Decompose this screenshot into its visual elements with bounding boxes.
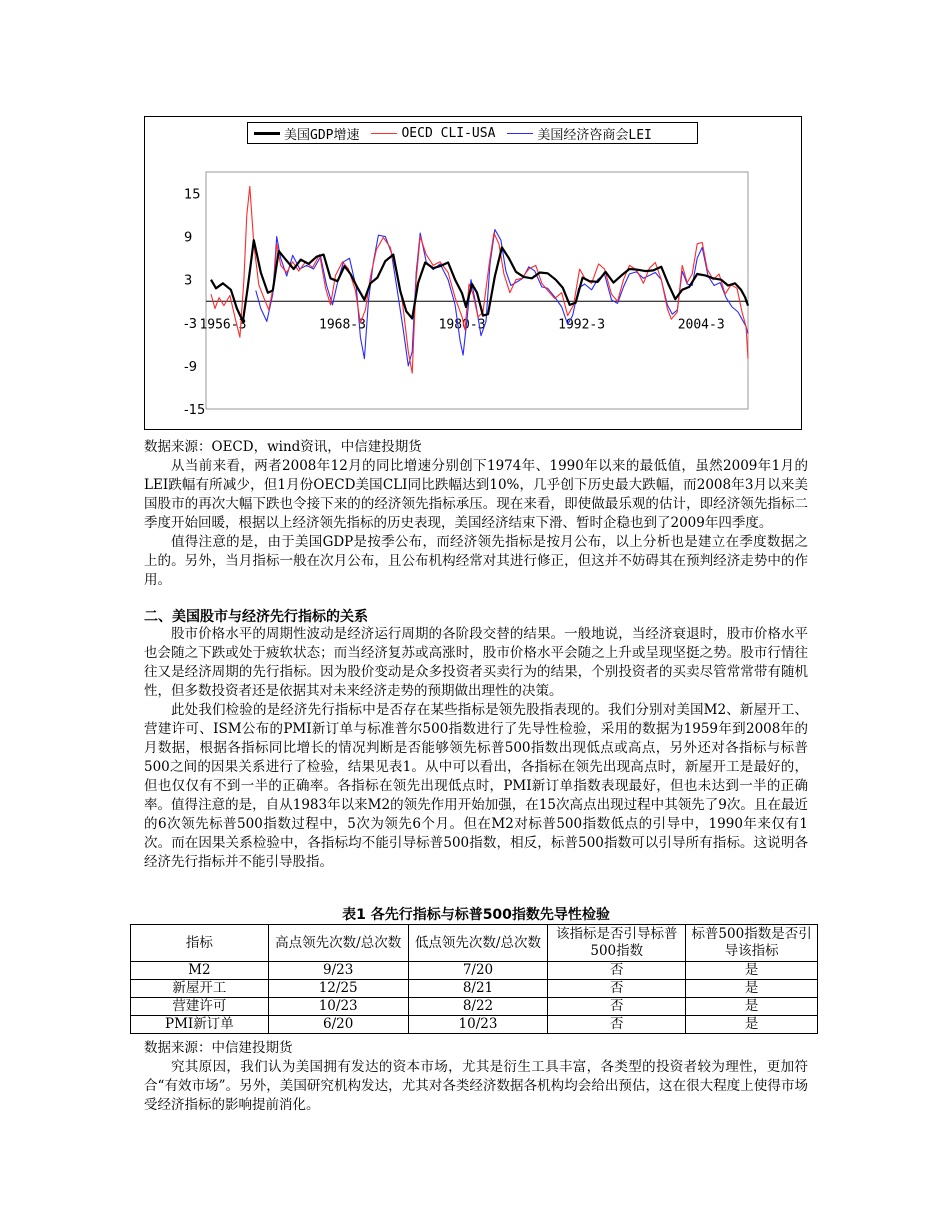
section-heading: 二、美国股市与经济先行指标的关系	[144, 609, 368, 625]
table-header-row	[131, 925, 818, 962]
y-tick-label: -9	[184, 359, 197, 375]
table-cell: M2	[131, 962, 269, 980]
y-tick-label: -15	[184, 403, 206, 418]
table-cell: 12/25	[268, 980, 408, 998]
paragraph-1: 从当前来看，两者2008年12月的同比增速分别创下1974年、1990年以来的最低值，虽然2009年1月的LEI跌幅有所减少，但1月份OECD美国CLI同比跌幅达到10%，几乎创下历史最大跌幅，而2008年3月以来美国股市的再次大幅下跌也令接下来的的经济领先指标承压。现在来看，即使做最乐观的估计，即经济领先指标二季度开始回暖，根据以上经济领先指标的历史表现，美国经济结束下滑、暂时企稳也到了2009年四季度。	[144, 458, 808, 531]
table-cell: PMI新订单	[131, 1016, 269, 1034]
table-cell: 10/23	[408, 1016, 548, 1034]
table-header-cell: 标普500指数是否引导该指标	[686, 925, 818, 962]
table-cell: 否	[548, 998, 686, 1016]
table-row	[131, 980, 818, 998]
line-chart	[144, 116, 802, 430]
body-paragraphs-2	[144, 625, 808, 872]
y-tick-label: 15	[184, 187, 201, 203]
table-cell: 6/20	[268, 1016, 408, 1034]
paragraph-2: 值得注意的是，由于美国GDP是按季公布，而经济领先指标是按月公布，以上分析也是建立在季度数据之上的。另外，当月指标一般在次月公布，且公布机构经常对其进行修正，但这并不妨碍其在预判经济走势中的作用。	[144, 534, 808, 588]
table-cell: 否	[548, 1016, 686, 1034]
x-tick-label: 1968-3	[319, 317, 366, 333]
legend-item-lei	[507, 124, 651, 143]
table-header-cell: 指标	[131, 925, 269, 962]
x-tick-label: 1992-3	[558, 317, 606, 333]
table-header-cell: 低点领先次数/总次数	[408, 925, 548, 962]
y-tick-label: -3	[184, 316, 197, 332]
table-header-cell: 该指标是否引导标普500指数	[548, 925, 686, 962]
legend-label-lei: 美国经济咨商会LEI	[537, 127, 652, 143]
paragraph-4: 此处我们检验的是经济先行指标中是否存在某些指标是领先股指表现的。我们分别对美国M2、新屋开工、营建许可、ISM公布的PMI新订单与标准普尔500指数进行了先导性检验，采用的数据为1959年到2008年的月数据，根据各指标同比增长的情况判断是否能够领先标普500指数出现低点或高点，另外还对各指标与标普500之间的因果关系进行了检验，结果见表1。从中可以看出，各指标在领先出现高点时，新屋开工是最好的，但也仅仅有不到一半的正确率。各指标在领先出现低点时，PMI新订单指数表现最好，但也未达到一半的正确率。值得注意的是，自从1983年以来M2的领先作用开始加强，在15次高点出现过程中其领先了9次。且在最近的6次领先标普500指数过程中，5次为领先6个月。但在M2对标普500指数低点的引导中，1990年来仅有1次。而在因果关系检验中，各指标均不能引导标普500指数，相反，标普500指数可以引导所有指标。这说明各经济先行指标并不能引导股指。	[144, 702, 808, 870]
x-tick-label: 2004-3	[677, 317, 725, 333]
body-paragraphs-1	[144, 457, 808, 590]
chart-legend	[247, 122, 698, 144]
legend-item-oecd	[371, 126, 495, 141]
chart-source: 数据来源：OECD，wind资讯，中信建投期货	[144, 439, 422, 455]
paragraph-5: 究其原因，我们认为美国拥有发达的资本市场，尤其是衍生工具丰富，各类型的投资者较为理性，更加符合“有效市场”。另外，美国研究机构发达，尤其对各类经济数据各机构均会给出预估，这在很大程度上使得市场受经济指标的影响提前消化。	[144, 1059, 808, 1113]
table-cell: 7/20	[408, 962, 548, 980]
legend-swatch-gdp	[254, 132, 280, 135]
table-cell: 9/23	[268, 962, 408, 980]
table-cell: 是	[686, 980, 818, 998]
leading-test-table	[130, 924, 818, 1034]
legend-swatch-lei	[507, 133, 533, 134]
legend-swatch-oecd	[371, 133, 397, 134]
table-source: 数据来源：中信建投期货	[144, 1040, 293, 1056]
chart-plot	[145, 117, 801, 429]
body-paragraphs-3	[144, 1058, 808, 1115]
legend-item-gdp	[254, 124, 359, 143]
y-tick-label: 9	[184, 230, 193, 246]
table-cell: 营建许可	[131, 998, 269, 1016]
table-cell: 8/22	[408, 998, 548, 1016]
table-cell: 8/21	[408, 980, 548, 998]
table-caption: 表1 各先行指标与标普500指数先导性检验	[342, 907, 610, 923]
table-cell: 是	[686, 998, 818, 1016]
table-cell: 是	[686, 1016, 818, 1034]
legend-label-gdp: 美国GDP增速	[284, 127, 360, 143]
x-tick-label: 1980-3	[438, 317, 486, 333]
y-tick-label: 3	[184, 273, 193, 289]
table-row	[131, 962, 818, 980]
table-row	[131, 1016, 818, 1034]
table-cell: 是	[686, 962, 818, 980]
paragraph-3: 股市价格水平的周期性波动是经济运行周期的各阶段交替的结果。一般地说，当经济衰退时，股市价格水平也会随之下跌或处于疲软状态；而当经济复苏或高涨时，股市价格水平会随之上升或呈现坚挺之势。股市行情往往又是经济周期的先行指标。因为股价变动是众多投资者买卖行为的结果，个别投资者的买卖尽管常常带有随机性，但多数投资者还是依据其对未来经济走势的预期做出理性的决策。	[144, 626, 808, 699]
table-cell: 新屋开工	[131, 980, 269, 998]
x-tick-label: 1956-3	[199, 317, 247, 333]
legend-label-oecd: OECD CLI-USA	[401, 125, 496, 141]
table-row	[131, 998, 818, 1016]
table-cell: 否	[548, 980, 686, 998]
table-cell: 否	[548, 962, 686, 980]
table-cell: 10/23	[268, 998, 408, 1016]
table-header-cell: 高点领先次数/总次数	[268, 925, 408, 962]
